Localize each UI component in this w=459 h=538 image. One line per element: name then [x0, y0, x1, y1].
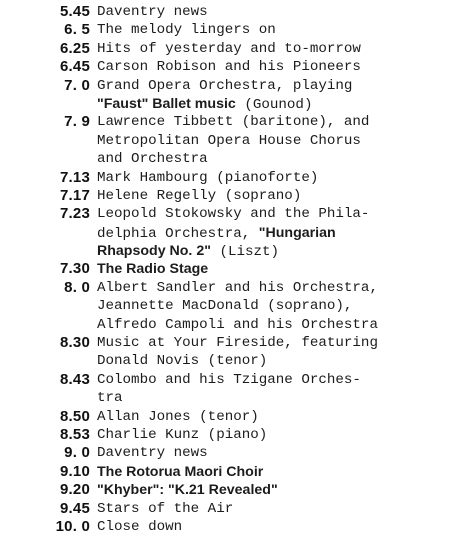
programme-description — [97, 389, 453, 407]
description-bold-text: "Faust" Ballet music — [97, 95, 236, 112]
programme-time: 7. 9 — [64, 113, 90, 131]
programme-time: 5.45 — [60, 3, 90, 20]
programme-entry — [0, 40, 459, 58]
programme-description — [97, 481, 453, 500]
description-text: tra — [97, 390, 123, 407]
programme-description — [97, 334, 453, 352]
programme-description — [97, 279, 453, 297]
programme-entry — [0, 371, 459, 389]
programme-time: 9.45 — [60, 499, 90, 517]
description-text: Stars of the Air — [97, 500, 234, 517]
programme-description — [97, 132, 453, 150]
description-text: (Gounod) — [235, 96, 313, 113]
programme-description — [97, 408, 453, 426]
programme-entry-continuation — [0, 352, 459, 370]
description-text: Metropolitan Opera House Chorus — [97, 132, 361, 149]
programme-entry — [0, 426, 459, 444]
programme-time: 7.23 — [60, 205, 90, 223]
programme-description — [97, 518, 453, 536]
programme-entry — [0, 518, 459, 536]
description-text: Grand Opera Orchestra, playing — [97, 77, 353, 94]
programme-time: 8.53 — [60, 425, 90, 443]
description-text: Alfredo Campoli and his Orchestra — [97, 316, 378, 333]
description-text: Albert Sandler and his Orchestra, — [97, 279, 378, 296]
programme-description — [97, 371, 453, 389]
programme-description — [97, 242, 453, 261]
programme-time: 6. 5 — [64, 21, 90, 39]
programme-description — [97, 297, 453, 315]
programme-description — [97, 205, 453, 223]
programme-description — [97, 316, 453, 334]
programme-description — [97, 224, 453, 243]
programme-entry-continuation — [0, 389, 459, 407]
description-text: Lawrence Tibbett (baritone), and — [97, 114, 370, 131]
programme-description — [97, 260, 453, 279]
description-text: delphia Orchestra, — [97, 225, 259, 242]
programme-entry — [0, 408, 459, 426]
programme-time: 9. 0 — [64, 444, 90, 462]
description-text: (Liszt) — [210, 244, 280, 261]
programme-entry-continuation — [0, 224, 459, 242]
description-text: Daventry news — [97, 445, 208, 462]
programme-entry — [0, 169, 459, 187]
description-text: The melody lingers on — [97, 22, 276, 39]
description-text: and Orchestra — [97, 151, 208, 168]
programme-entry — [0, 58, 459, 76]
programme-time: 7.17 — [60, 186, 90, 204]
programme-description — [97, 500, 453, 518]
programme-description — [97, 352, 453, 370]
programme-entry — [0, 481, 459, 499]
description-bold-text: "Hungarian — [258, 224, 336, 241]
description-text: Donald Novis (tenor) — [97, 353, 268, 370]
description-text: Close down — [97, 518, 183, 535]
programme-time: 8.50 — [60, 407, 90, 425]
programme-description — [97, 40, 453, 58]
programme-entry-continuation — [0, 316, 459, 334]
description-text: Allan Jones (tenor) — [97, 408, 259, 425]
programme-entry-continuation — [0, 297, 459, 315]
programme-description — [97, 187, 453, 205]
description-bold-text: "Khyber": "K.21 Revealed" — [97, 482, 278, 499]
programme-entry — [0, 334, 459, 352]
programme-entry — [0, 463, 459, 481]
programme-time: 8. 0 — [64, 278, 90, 296]
programme-description — [97, 21, 453, 39]
programme-description — [97, 3, 453, 21]
programme-entry — [0, 205, 459, 223]
programme-time: 6.25 — [60, 39, 90, 57]
description-bold-text: The Radio Stage — [97, 261, 209, 278]
programme-entry — [0, 279, 459, 297]
programme-time: 6.45 — [60, 58, 90, 76]
programme-entry-continuation — [0, 242, 459, 260]
programme-entry-continuation — [0, 132, 459, 150]
description-text: Helene Regelly (soprano) — [97, 187, 302, 204]
programme-entry — [0, 187, 459, 205]
description-text: Hits of yesterday and to-morrow — [97, 40, 361, 57]
programme-time: 7.30 — [60, 260, 90, 278]
programme-description — [97, 444, 453, 462]
programme-time: 7.13 — [60, 168, 90, 186]
description-text: Carson Robison and his Pioneers — [97, 59, 361, 76]
programme-time: 10. 0 — [55, 517, 90, 535]
programme-description — [97, 58, 453, 76]
programme-description — [97, 113, 453, 131]
description-text: Charlie Kunz (piano) — [97, 426, 268, 443]
description-text: Music at Your Fireside, featuring — [97, 335, 378, 352]
programme-description — [97, 150, 453, 168]
description-text: Jeannette MacDonald (soprano), — [97, 298, 353, 315]
description-bold-text: Rhapsody No. 2" — [97, 243, 211, 260]
programme-entry-continuation — [0, 95, 459, 113]
programme-entry — [0, 500, 459, 518]
programme-entry — [0, 444, 459, 462]
programme-time: 8.43 — [60, 370, 90, 388]
programme-entry — [0, 113, 459, 131]
programme-time: 7. 0 — [64, 76, 90, 94]
programme-description — [97, 426, 453, 444]
programme-entry — [0, 260, 459, 278]
programme-description — [97, 169, 453, 187]
programme-entry — [0, 3, 459, 21]
programme-entry — [0, 77, 459, 95]
programme-description — [97, 95, 453, 114]
programme-time: 9.20 — [60, 481, 90, 499]
programme-entry-continuation — [0, 150, 459, 168]
programme-description — [97, 77, 453, 95]
programme-description — [97, 463, 453, 482]
description-bold-text: The Rotorua Maori Choir — [97, 463, 264, 480]
description-text: Leopold Stokowsky and the Phila- — [97, 206, 370, 223]
description-text: Mark Hambourg (pianoforte) — [97, 169, 319, 186]
programme-time: 9.10 — [60, 462, 90, 480]
programme-entry — [0, 21, 459, 39]
description-text: Colombo and his Tzigane Orches- — [97, 371, 361, 388]
description-text: Daventry news — [97, 4, 208, 20]
programme-time: 8.30 — [60, 334, 90, 352]
